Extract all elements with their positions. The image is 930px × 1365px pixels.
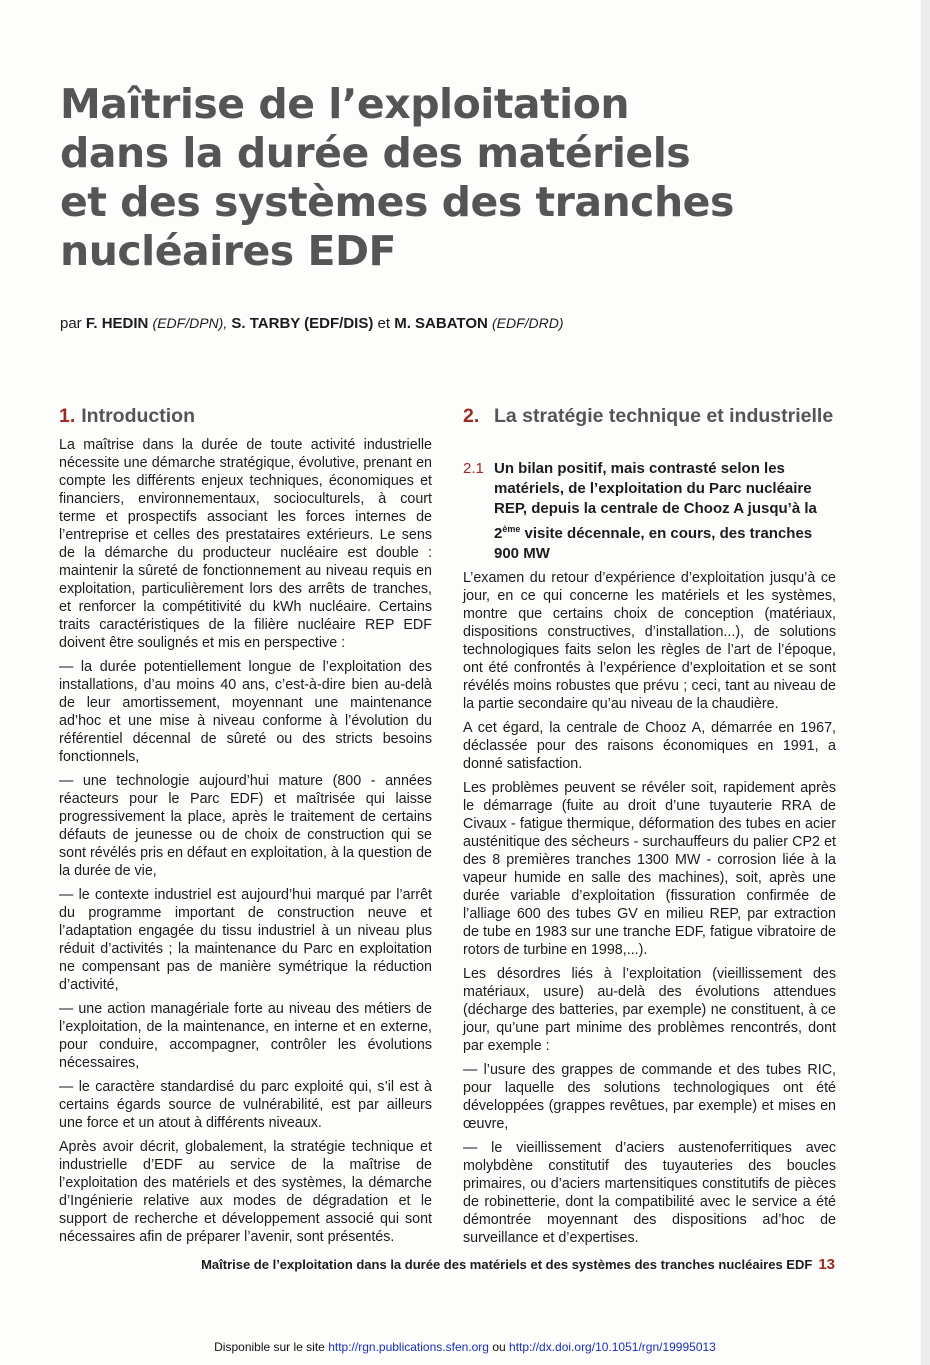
running-title: Maîtrise de l’exploitation dans la durée des matériels et des systèmes des tranches nucléaires EDF <box>201 1257 813 1272</box>
source-link-rgn[interactable]: http://rgn.publications.sfen.org <box>328 1340 489 1354</box>
page-edge <box>921 0 930 1365</box>
paragraph: — l’usure des grappes de commande et des tubes RIC, pour laquelle des solutions technologiques ont été développées (grappes revêtues, par exemple) et mises en œuvre, <box>463 1062 836 1132</box>
author-affiliation: (EDF/DRD) <box>492 315 564 331</box>
running-footer <box>60 1255 835 1275</box>
subsection-title <box>494 459 836 564</box>
byline <box>60 313 880 334</box>
paragraph: — une action managériale forte au niveau des métiers de l’exploitation, de la maintenance, en interne et en externe, pour conduire, accompagner, contrôler les évolutions nécessaires, <box>59 1001 432 1071</box>
paragraph: — la durée potentiellement longue de l’exploitation des installations, d’au moins 40 ans, c’est-à-dire bien au-delà de leur amortissement, moyennant une maintenance ad’hoc et une mise à niveau conforme à l’évolution du référentiel décennal de sûreté ou des stricts besoins fonctionnels, <box>59 659 432 765</box>
subsection-title-pre: Un bilan positif, mais contrasté selon les matériels, de l’exploitation du Parc nucléaire REP, depuis la centrale de Chooz A jusqu’à la 2 <box>494 460 817 542</box>
author-name: M. SABATON <box>394 315 488 332</box>
subsection-number: 2.1 <box>463 460 484 477</box>
paragraph: Les désordres liés à l’exploitation (vieillissement des matériaux, usure) au-delà des évolutions attendues (décharge des batteries, par exemple) ne constituent, à ce jour, qu’une part minime des problèmes rencontrés, dont par exemple : <box>463 966 836 1054</box>
author-name: F. HEDIN <box>85 315 149 332</box>
title-line: dans la durée des matériels <box>60 129 691 177</box>
source-note <box>0 1339 930 1355</box>
subsection-title-sup: ème <box>502 524 521 534</box>
paragraph: La maîtrise dans la durée de toute activité industrielle nécessite une démarche stratégique, évolutive, prenant en compte les différents enjeux techniques, économiques et financiers, environnementaux, socioculturels, à court terme et prospectifs associant les forces internes de l’entreprise et celles des prestataires extérieurs. Le sens de la démarche du producteur nucléaire est double : maintenir la sûreté de fonctionnement au niveau requis en exploitation, particulièrement lors des arrêts de tranches, et renforcer la compétitivité du kWh nucléaire. Certains traits caractéristiques de la filière nucléaire REP EDF doivent être soulignés et mis en perspective : <box>59 437 432 651</box>
section-heading <box>59 405 432 428</box>
title-line: et des systèmes des tranches <box>60 178 734 226</box>
column-right <box>463 405 836 1253</box>
source-middle: ou <box>492 1340 506 1354</box>
source-link-doi[interactable]: http://dx.doi.org/10.1051/rgn/19995013 <box>509 1340 716 1354</box>
article-title <box>60 80 880 276</box>
byline-par: par <box>60 315 82 332</box>
author-name: S. TARBY (EDF/DIS) <box>231 315 374 332</box>
section-number: 1. <box>59 405 76 427</box>
page-number: 13 <box>818 1256 835 1273</box>
title-line: Maîtrise de l’exploitation <box>60 80 630 128</box>
paragraph: A cet égard, la centrale de Chooz A, démarrée en 1967, déclassée pour des raisons économiques en 1991, a donné satisfaction. <box>463 720 836 772</box>
section-number: 2. <box>463 405 480 427</box>
section-heading <box>463 405 836 428</box>
paragraph: Après avoir décrit, globalement, la stratégie technique et industrielle d’EDF au service de la maîtrise de l’exploitation des matériels et des systèmes, la démarche d’Ingénierie relative aux modes de dégradation et le support de recherche et développement associé qui sont nécessaires afin de préparer l’avenir, sont présentés. <box>59 1139 432 1245</box>
paragraph: L’examen du retour d’expérience d’exploitation jusqu’à ce jour, en ce qui concerne les matériels et les systèmes, montre que certains choix de conception (matériaux, dispositions constructives, d’installation...), de solutions technologiques faits selon les règles de l’art de l’époque, ont été confrontés à l’expérience d’exploitation et se sont révélés moins robustes que prévu ; ceci, tant au niveau de la partie secondaire qu’au niveau de la chaudière. <box>463 570 836 712</box>
byline-et: et <box>377 315 391 332</box>
subsection-title-post: visite décennale, en cours, des tranches 900 MW <box>494 525 813 562</box>
subsection-heading <box>463 459 836 564</box>
section-title: La stratégie technique et industrielle <box>494 405 834 427</box>
paragraph: Les problèmes peuvent se révéler soit, rapidement après le démarrage (fuite au droit d’une tuyauterie RRA de Civaux - fatigue thermique, déformation des tubes en acier austénitique des sécheurs - surchauffeurs du palier CP2 et des 8 premières tranches 1300 MW - corrosion liée à la vapeur humide en salle des machines), soit, après une durée variable d’exploitation (fissuration confirmée de l’alliage 600 des tubes GV en milieu REP, par extraction de tube en 1983 sur une tranche EDF, fatigue vibratoire de rotors de turbine en 1998,...). <box>463 780 836 958</box>
paragraph: — le contexte industriel est aujourd’hui marqué par l’arrêt du programme important de construction neuve et l’adaptation engagée du tissu industriel à un niveau plus réduit d’activités ; la maintenance du Parc en exploitation ne compensant pas de manière symétrique la réduction d’activité, <box>59 887 432 993</box>
section-title: Introduction <box>81 405 195 427</box>
title-line: nucléaires EDF <box>60 227 397 275</box>
paragraph: — le vieillissement d’aciers austenoferritiques avec molybdène constitutif des tuyauteries des boucles primaires, ou d’aciers martensitiques constitutifs de pièces de robinetterie, dont la compatibilité avec le service a été démontrée moyennant des dispositions ad’hoc de surveillance et d’expertises. <box>463 1140 836 1246</box>
paragraph: — le caractère standardisé du parc exploité qui, s’il est à certains égards source de vulnérabilité, est par ailleurs une force et un atout à différents niveaux. <box>59 1079 432 1131</box>
source-prefix: Disponible sur le site <box>214 1340 325 1354</box>
author-affiliation: (EDF/DPN), <box>152 315 228 331</box>
column-left <box>59 405 432 1252</box>
paragraph: — une technologie aujourd’hui mature (800 - années réacteurs pour le Parc EDF) et maîtrisée qui laisse progressivement la place, après le traitement de certains défauts de jeunesse ou de choix de construction qui se sont révélés pris en défaut en exploitation, à la question de la durée de vie, <box>59 773 432 879</box>
